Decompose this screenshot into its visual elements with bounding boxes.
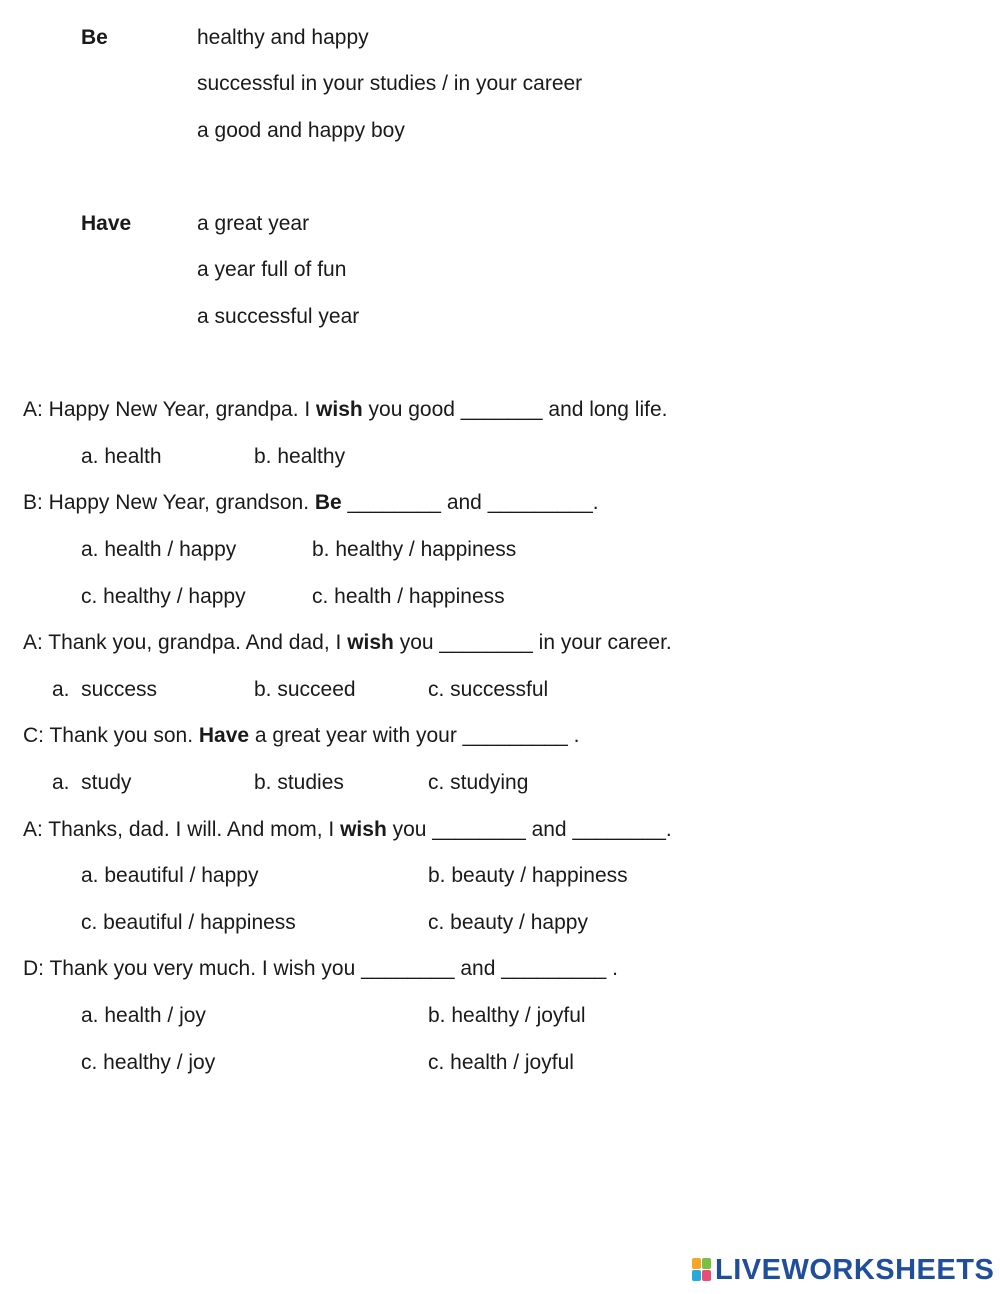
q5-option-c[interactable]: c. beautiful / happiness (81, 911, 296, 934)
q3-text-pre: A: Thank you, grandpa. And dad, I (23, 631, 348, 654)
q4-option-b[interactable]: b. studies (254, 771, 344, 794)
q4-text-post: a great year with your _________ . (249, 724, 580, 747)
q4-text-pre: C: Thank you son. (23, 724, 199, 747)
q2-option-d[interactable]: c. health / happiness (312, 585, 505, 608)
have-phrase-1: a great year (197, 212, 310, 235)
q4-option-c[interactable]: c. studying (428, 771, 529, 794)
q2-text-post: ________ and _________. (341, 491, 599, 514)
q5-text-pre: A: Thanks, dad. I will. And mom, I (23, 818, 341, 841)
be-phrase-3: a good and happy boy (197, 119, 405, 142)
verb-have: Have (81, 212, 132, 235)
q1-text-post: you good _______ and long life. (362, 398, 668, 421)
q1-option-a[interactable]: a. health (81, 445, 162, 468)
q2-keyword: Be (314, 491, 342, 514)
be-phrase-2: successful in your studies / in your career (197, 72, 583, 95)
q6-option-c[interactable]: c. healthy / joy (81, 1051, 216, 1074)
question-4 (23, 724, 579, 748)
q1-text-pre: A: Happy New Year, grandpa. I (23, 398, 317, 421)
q4-option-a[interactable]: a. study (52, 771, 132, 794)
q2-option-b[interactable]: b. healthy / happiness (312, 538, 517, 561)
liveworksheets-logo[interactable] (692, 1256, 994, 1284)
q5-keyword: wish (340, 818, 387, 841)
q3-option-c[interactable]: c. successful (428, 678, 549, 701)
q3-text-post: you ________ in your career. (393, 631, 672, 654)
q6-option-a[interactable]: a. health / joy (81, 1004, 206, 1027)
q6-option-b[interactable]: b. healthy / joyful (428, 1004, 586, 1027)
liveworksheets-logo-text: LIVEWORKSHEETS (715, 1254, 995, 1286)
q5-option-a[interactable]: a. beautiful / happy (81, 864, 259, 887)
have-phrase-3: a successful year (197, 305, 360, 328)
be-phrase-1: healthy and happy (197, 26, 369, 49)
q1-keyword: wish (316, 398, 363, 421)
q6-option-d[interactable]: c. health / joyful (428, 1051, 574, 1074)
question-5 (23, 818, 672, 842)
question-1 (23, 398, 667, 422)
verb-be: Be (81, 26, 108, 49)
q2-text-pre: B: Happy New Year, grandson. (23, 491, 315, 514)
q2-option-a[interactable]: a. health / happy (81, 538, 237, 561)
q3-option-b[interactable]: b. succeed (254, 678, 356, 701)
have-phrase-2: a year full of fun (197, 258, 347, 281)
question-6: D: Thank you very much. I wish you ________ and _________ . (23, 957, 619, 980)
q1-option-b[interactable]: b. healthy (254, 445, 346, 468)
q2-option-c[interactable]: c. healthy / happy (81, 585, 246, 608)
liveworksheets-logo-icon (692, 1258, 712, 1282)
q4-keyword: Have (198, 724, 250, 747)
q3-keyword: wish (347, 631, 394, 654)
q5-option-d[interactable]: c. beauty / happy (428, 911, 588, 934)
q5-text-post: you ________ and ________. (386, 818, 672, 841)
q3-option-a[interactable]: a. success (52, 678, 158, 701)
question-3 (23, 631, 672, 655)
q5-option-b[interactable]: b. beauty / happiness (428, 864, 628, 887)
question-2 (23, 491, 599, 515)
